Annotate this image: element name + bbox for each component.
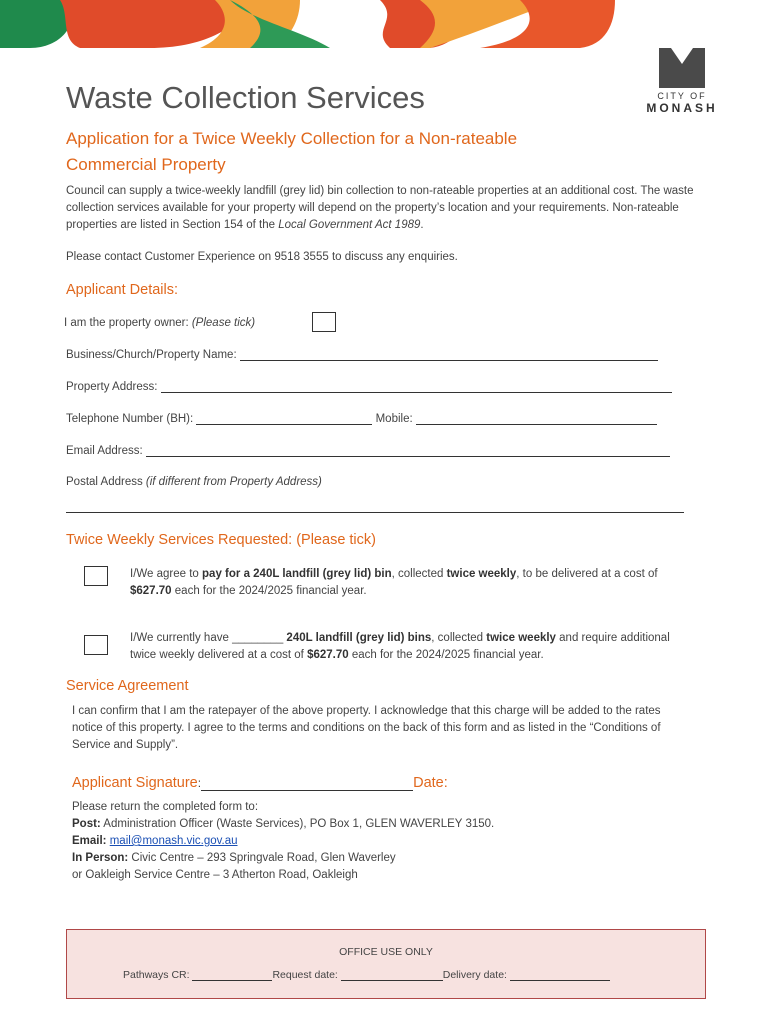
property-address-field[interactable]	[66, 380, 682, 393]
pathways-label: Pathways CR:	[123, 969, 193, 981]
signature-row	[72, 775, 448, 791]
signature-input-line[interactable]	[201, 776, 413, 791]
opt1-b: pay for a 240L landfill (grey lid) bin	[202, 568, 392, 580]
email-input-line[interactable]	[146, 444, 670, 457]
contact-paragraph: Please contact Customer Experience on 9518 3555 to discuss any enquiries.	[66, 251, 458, 263]
act-reference: Local Government Act 1989	[278, 219, 421, 231]
delivery-date-label: Delivery date:	[442, 969, 510, 981]
option-2-checkbox[interactable]	[84, 635, 108, 655]
opt2-d: twice weekly	[486, 632, 556, 644]
address-label: Property Address:	[66, 381, 161, 393]
form-subtitle: Application for a Twice Weekly Collection for a Non-rateable Commercial Property	[66, 129, 518, 174]
in-person-value-2: or Oakleigh Service Centre – 3 Atherton Road, Oakleigh	[72, 869, 358, 881]
address-input-line[interactable]	[161, 380, 672, 393]
mobile-label: Mobile:	[372, 413, 416, 425]
office-heading: OFFICE USE ONLY	[339, 946, 433, 958]
in-person-value: Civic Centre – 293 Springvale Road, Glen Waverley	[128, 852, 396, 864]
post-label: Post:	[72, 818, 101, 830]
business-name-field[interactable]	[66, 348, 680, 361]
monash-m-icon	[659, 48, 705, 88]
intro-text: Council can supply a twice-weekly landfill (grey lid) bin collection to non-rateable properties at an additional cost. The waste collection services available for your property will depend on the property’s location and your requirements. Non-rateable properties are listed in Section 154 of the	[66, 185, 694, 231]
owner-label	[64, 317, 255, 329]
business-input-line[interactable]	[240, 348, 658, 361]
applicant-heading: Applicant Details:	[66, 282, 179, 298]
opt2-a: I/We currently have	[130, 632, 233, 644]
postal-hint: (if different from Property Address)	[145, 476, 322, 488]
option-1-checkbox[interactable]	[84, 566, 108, 586]
postal-address-label	[66, 476, 322, 488]
delivery-date-input-line[interactable]	[510, 968, 610, 981]
agreement-heading: Service Agreement	[66, 678, 189, 694]
office-use-box	[66, 929, 706, 999]
return-intro: Please return the completed form to:	[72, 801, 259, 813]
opt1-f: each for the 2024/2025 financial year.	[171, 585, 367, 597]
opt1-price: $627.70	[130, 585, 172, 597]
agreement-text: I can confirm that I am the ratepayer of the above property. I acknowledge that this charge will be added to the rates notice of this property. I agree to the terms and conditions on the back of this form and as listed in the “Conditions of Service and Supply”.	[72, 705, 661, 751]
opt2-b: 240L landfill (grey lid) bins	[283, 632, 432, 644]
return-in-person	[72, 850, 692, 867]
phone-label: Telephone Number (BH):	[66, 413, 197, 425]
postal-label: Postal Address	[66, 476, 146, 488]
return-email	[72, 833, 692, 850]
return-post	[72, 816, 692, 833]
opt1-c: , collected	[391, 568, 447, 580]
option-1-text	[130, 566, 690, 600]
business-label: Business/Church/Property Name:	[66, 349, 240, 361]
office-fields	[123, 968, 610, 981]
intro-paragraph	[66, 183, 698, 234]
opt2-e: and require additional twice weekly delivered at a cost of	[130, 632, 670, 661]
owner-label-text: I am the property owner:	[64, 317, 192, 329]
return-instructions	[72, 799, 692, 884]
pathways-input-line[interactable]	[192, 968, 272, 981]
post-value: Administration Officer (Waste Services), PO Box 1, GLEN WAVERLEY 3150.	[100, 818, 495, 830]
request-date-input-line[interactable]	[341, 968, 443, 981]
postal-input-line[interactable]	[66, 512, 684, 513]
email-label: Email Address:	[66, 445, 146, 457]
phone-input-line[interactable]	[196, 412, 372, 425]
intro-end: .	[420, 219, 424, 231]
request-date-label: Request date:	[272, 969, 341, 981]
opt1-e: , to be delivered at a cost of	[516, 568, 658, 580]
email-link[interactable]: mail@monash.vic.gov.au	[109, 835, 238, 847]
logo-line-2: MONASH	[646, 101, 718, 115]
owner-checkbox[interactable]	[312, 312, 336, 332]
mobile-input-line[interactable]	[416, 412, 657, 425]
email-field[interactable]	[66, 444, 678, 457]
opt2-price: $627.70	[307, 649, 349, 661]
services-heading: Twice Weekly Services Requested: (Please tick)	[66, 532, 376, 548]
opt2-c: , collected	[431, 632, 487, 644]
signature-label: Applicant Signature	[72, 775, 198, 791]
decorative-banner	[0, 0, 770, 48]
opt2-f: each for the 2024/2025 financial year.	[348, 649, 544, 661]
opt1-a: I/We agree to	[130, 568, 203, 580]
email-return-label: Email:	[72, 835, 107, 847]
logo-line-1: CITY OF	[657, 91, 707, 101]
in-person-label: In Person:	[72, 852, 129, 864]
page-title: Waste Collection Services	[66, 80, 425, 115]
telephone-field[interactable]	[66, 412, 682, 425]
signature-colon: :	[197, 776, 202, 790]
city-logo	[640, 48, 724, 115]
date-label: Date:	[413, 775, 448, 791]
owner-hint: (Please tick)	[191, 317, 256, 329]
opt2-quantity-blank[interactable]: ________	[232, 632, 284, 644]
opt1-d: twice weekly	[446, 568, 517, 580]
option-2-text	[130, 630, 690, 664]
